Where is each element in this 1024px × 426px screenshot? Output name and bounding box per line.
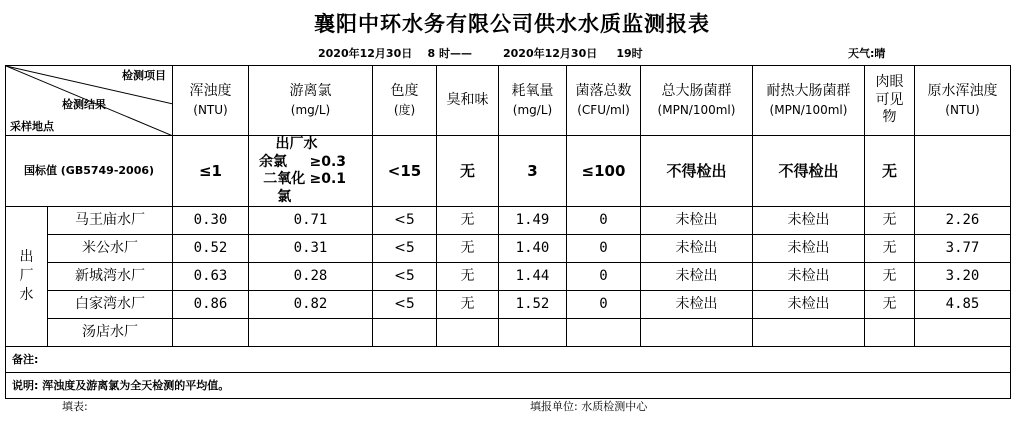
color-value: <5: [373, 263, 437, 291]
raw-turbidity-value: 4.85: [915, 291, 1011, 319]
oxygen-value: [499, 319, 567, 347]
water-quality-table: [5, 65, 1011, 399]
oxygen-value: 1.44: [499, 263, 567, 291]
raw-turbidity-value: 2.26: [915, 207, 1011, 235]
std-thermo-coliform: 不得检出: [753, 136, 865, 207]
colony-value: 0: [567, 235, 641, 263]
table-row: [6, 319, 1011, 347]
odor-value: 无: [437, 235, 499, 263]
colony-value: 0: [567, 263, 641, 291]
table-row: [6, 263, 1011, 291]
odor-value: [437, 319, 499, 347]
std-chlorine: [249, 136, 373, 207]
raw-turbidity-value: 3.20: [915, 263, 1011, 291]
plant-name: 马王庙水厂: [48, 207, 173, 235]
corner-header-cell: [6, 66, 173, 136]
thermo-coliform-value: 未检出: [753, 263, 865, 291]
remarks-row: [6, 347, 1011, 373]
colony-value: 0: [567, 291, 641, 319]
col-header-chlorine: 游离氯 (mg/L): [249, 66, 373, 136]
chlorine-value: 0.31: [249, 235, 373, 263]
coliform-value: [641, 319, 753, 347]
note-row: [6, 373, 1011, 399]
coliform-value: 未检出: [641, 207, 753, 235]
group-label-outlet-water: 出厂水: [6, 207, 48, 347]
footer-filler: 填表:: [62, 400, 88, 413]
visible-value: 无: [865, 207, 915, 235]
note-text: 说明: 浑浊度及游离氯为全天检测的平均值。: [6, 373, 1011, 399]
oxygen-value: 1.40: [499, 235, 567, 263]
odor-value: 无: [437, 291, 499, 319]
std-odor: 无: [437, 136, 499, 207]
colony-value: 0: [567, 207, 641, 235]
std-color: <15: [373, 136, 437, 207]
std-dioxide-value: ≥0.1: [309, 171, 346, 187]
period-end: 2020年12月30日 19时: [503, 47, 643, 60]
corner-label-site: 采样地点: [10, 120, 54, 133]
plant-name: 白家湾水厂: [48, 291, 173, 319]
std-colony: ≤100: [567, 136, 641, 207]
std-visible: 无: [865, 136, 915, 207]
col-header-odor: 臭和味: [437, 66, 499, 136]
thermo-coliform-value: [753, 319, 865, 347]
plant-name: 米公水厂: [48, 235, 173, 263]
col-header-turbidity: 浑浊度 (NTU): [173, 66, 249, 136]
color-value: <5: [373, 235, 437, 263]
turbidity-value: 0.30: [173, 207, 249, 235]
coliform-value: 未检出: [641, 263, 753, 291]
std-free-chlorine-label: 余氯: [259, 153, 287, 170]
col-header-raw-turbidity: 原水浑浊度 (NTU): [915, 66, 1011, 136]
thermo-coliform-value: 未检出: [753, 291, 865, 319]
turbidity-value: 0.86: [173, 291, 249, 319]
std-raw-turbidity: [915, 136, 1011, 207]
color-value: [373, 319, 437, 347]
odor-value: 无: [437, 263, 499, 291]
weather: 天气:晴: [848, 47, 886, 60]
chlorine-value: 0.82: [249, 291, 373, 319]
footer-unit: 填报单位: 水质检测中心: [530, 400, 648, 413]
raw-turbidity-value: [915, 319, 1011, 347]
color-value: <5: [373, 207, 437, 235]
turbidity-value: 0.52: [173, 235, 249, 263]
std-coliform: 不得检出: [641, 136, 753, 207]
corner-label-result: 检测结果: [62, 98, 106, 111]
turbidity-value: [173, 319, 249, 347]
period-start: 2020年12月30日 8 时——: [318, 47, 473, 60]
table-row: [6, 207, 1011, 235]
color-value: <5: [373, 291, 437, 319]
col-header-oxygen: 耗氧量 (mg/L): [499, 66, 567, 136]
visible-value: 无: [865, 263, 915, 291]
header-row: [6, 66, 1011, 136]
std-turbidity: ≤1: [173, 136, 249, 207]
col-header-thermo-coliform: 耐热大肠菌群 (MPN/100ml): [753, 66, 865, 136]
report-title: 襄阳中环水务有限公司供水水质监测报表: [314, 11, 710, 36]
col-header-visible: 肉眼可见物: [865, 66, 915, 136]
colony-value: [567, 319, 641, 347]
chlorine-value: 0.28: [249, 263, 373, 291]
col-header-coliform: 总大肠菌群 (MPN/100ml): [641, 66, 753, 136]
plant-name: 汤店水厂: [48, 319, 173, 347]
oxygen-value: 1.49: [499, 207, 567, 235]
std-free-chlorine-value: ≥0.3: [309, 153, 346, 170]
table-row: [6, 235, 1011, 263]
odor-value: 无: [437, 207, 499, 235]
remarks-label: 备注:: [6, 347, 1011, 373]
std-oxygen: 3: [499, 136, 567, 207]
oxygen-value: 1.52: [499, 291, 567, 319]
std-chlorine-title: 出厂水: [275, 136, 318, 152]
chlorine-value: 0.71: [249, 207, 373, 235]
standard-label: 国标值 (GB5749-2006): [6, 136, 173, 207]
raw-turbidity-value: 3.77: [915, 235, 1011, 263]
plant-name: 新城湾水厂: [48, 263, 173, 291]
visible-value: 无: [865, 291, 915, 319]
col-header-colony: 菌落总数 (CFU/ml): [567, 66, 641, 136]
coliform-value: 未检出: [641, 291, 753, 319]
chlorine-value: [249, 319, 373, 347]
turbidity-value: 0.63: [173, 263, 249, 291]
thermo-coliform-value: 未检出: [753, 235, 865, 263]
corner-label-item: 检测项目: [122, 69, 166, 82]
standard-row: [6, 136, 1011, 207]
visible-value: [865, 319, 915, 347]
coliform-value: 未检出: [641, 235, 753, 263]
thermo-coliform-value: 未检出: [753, 207, 865, 235]
std-dioxide-label: 二氧化氯: [263, 171, 306, 205]
col-header-color: 色度 (度): [373, 66, 437, 136]
visible-value: 无: [865, 235, 915, 263]
table-row: [6, 291, 1011, 319]
